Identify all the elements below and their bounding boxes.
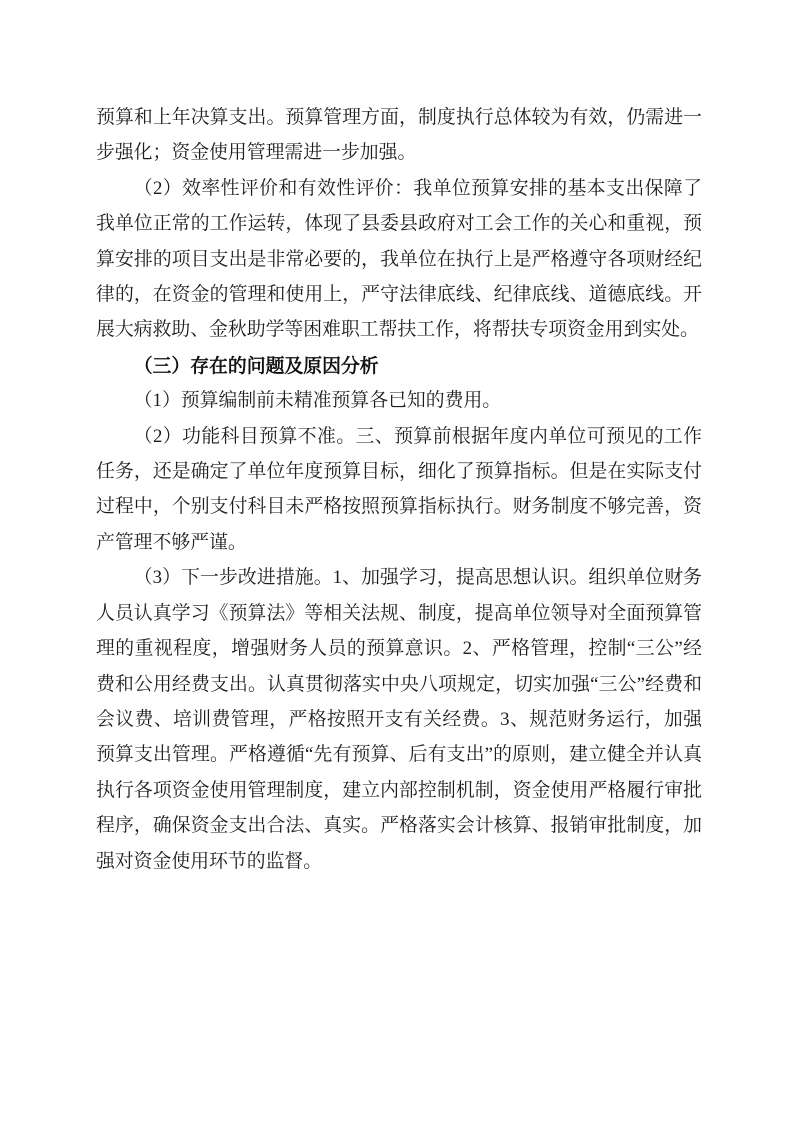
paragraph-efficiency-evaluation: （2）效率性评价和有效性评价：我单位预算安排的基本支出保障了我单位正常的工作运转，体现了县委县政府对工会工作的关心和重视，预算安排的项目支出是非常必要的，我单位在执行上是严格遵守各项财经纪律的，在资金的管理和使用上，严守法律底线、纪律底线、道德底线。开展大病救助、金秋助学等困难职工帮扶工作，将帮扶专项资金用到实处。	[96, 177, 702, 341]
paragraph-problem-2: （2）功能科目预算不准。三、预算前根据年度内单位可预见的工作任务，还是确定了单位年度预算目标，细化了预算指标。但是在实际支付过程中，个别支付科目未严格按照预算指标执行。财务制度不够完善，资产管理不够严谨。	[96, 425, 702, 553]
paragraph-improvement-measures: （3）下一步改进措施。1、加强学习，提高思想认识。组织单位财务人员认真学习《预算法》等相关法规、制度，提高单位领导对全面预算管理的重视程度，增强财务人员的预算意识。2、严格管理，控制“三公”经费和公用经费支出。认真贯彻落实中央八项规定，切实加强“三公”经费和会议费、培训费管理，严格按照开支有关经费。3、规范财务运行，加强预算支出管理。严格遵循“先有预算、后有支出”的原则，建立健全并认真执行各项资金使用管理制度，建立内部控制机制，资金使用严格履行审批程序，确保资金支出合法、真实。严格落实会计核算、报销审批制度，加强对资金使用环节的监督。	[96, 567, 702, 872]
paragraph-problem-1: （1）预算编制前未精准预算各已知的费用。	[133, 390, 502, 412]
section-heading-problems-and-causes: （三）存在的问题及原因分析	[133, 354, 379, 376]
document-body	[96, 100, 702, 879]
paragraph-continuation: 预算和上年决算支出。预算管理方面，制度执行总体较为有效，仍需进一步强化；资金使用管理需进一步加强。	[96, 107, 702, 164]
